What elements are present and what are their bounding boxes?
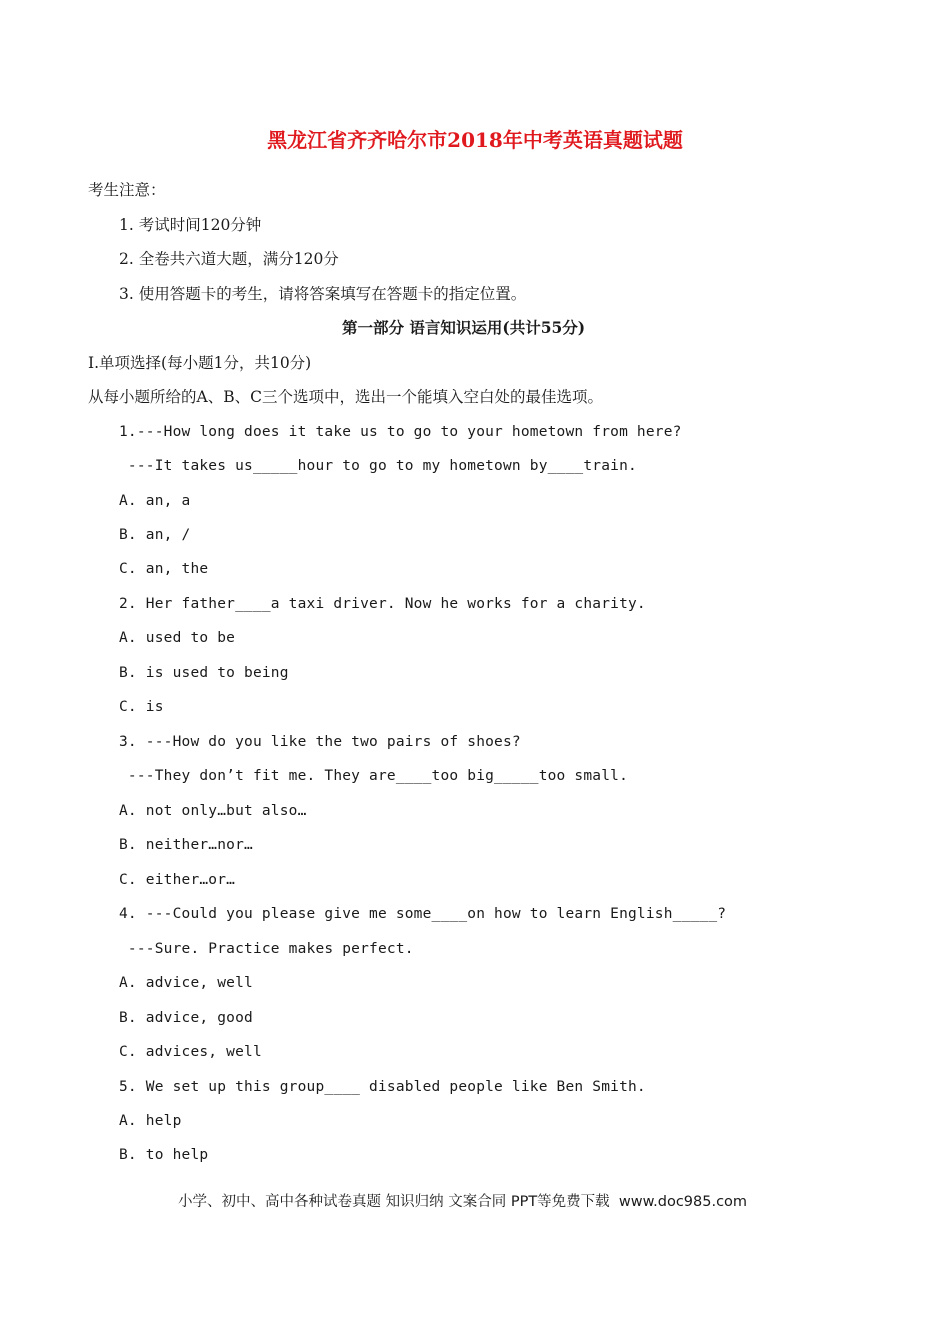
question-stem: 3. ---How do you like the two pairs of shoes? [119, 734, 521, 750]
answer-option: A. advice, well [119, 975, 253, 991]
notice-heading: 考生注意： [88, 181, 166, 199]
answer-option: A. help [119, 1113, 182, 1129]
page-footer: 小学、初中、高中各种试卷真题 知识归纳 文案合同 PPT等免费下载 www.doc985.com [178, 1194, 748, 1210]
answer-option: A. used to be [119, 630, 236, 646]
answer-option: C. advices, well [119, 1044, 262, 1060]
answer-option: C. is [119, 699, 164, 715]
section-instruction: 从每小题所给的A、B、C三个选项中，选出一个能填入空白处的最佳选项。 [88, 388, 603, 406]
question-stem: ---It takes us_____hour to go to my hometown by____train. [119, 458, 637, 474]
answer-option: B. neither…nor… [119, 837, 253, 853]
question-stem: 4. ---Could you please give me some____on how to learn English_____? [119, 906, 727, 922]
question-stem: ---Sure. Practice makes perfect. [119, 941, 414, 957]
question-stem: 5. We set up this group____ disabled people like Ben Smith. [119, 1079, 646, 1095]
notice-item: 2. 全卷共六道大题，满分120分 [119, 250, 339, 268]
section-heading: Ⅰ.单项选择(每小题1分，共10分) [88, 354, 312, 372]
answer-option: A. not only…but also… [119, 803, 307, 819]
part-title: 第一部分 语言知识运用(共计55分) [342, 318, 586, 337]
answer-option: C. either…or… [119, 872, 236, 888]
answer-option: C. an, the [119, 561, 209, 577]
notice-item: 1. 考试时间120分钟 [119, 216, 262, 234]
answer-option: B. is used to being [119, 665, 289, 681]
question-stem: 1.---How long does it take us to go to your hometown from here? [119, 424, 682, 440]
answer-option: A. an, a [119, 493, 191, 509]
notice-item: 3. 使用答题卡的考生，请将答案填写在答题卡的指定位置。 [119, 285, 527, 303]
answer-option: B. an, / [119, 527, 191, 543]
answer-option: B. advice, good [119, 1010, 253, 1026]
answer-option: B. to help [119, 1147, 209, 1163]
question-stem: ---They don’t fit me. They are____too big_____too small. [119, 768, 628, 784]
document-title: 黑龙江省齐齐哈尔市2018年中考英语真题试题 [267, 128, 683, 152]
question-stem: 2. Her father____a taxi driver. Now he works for a charity. [119, 596, 646, 612]
